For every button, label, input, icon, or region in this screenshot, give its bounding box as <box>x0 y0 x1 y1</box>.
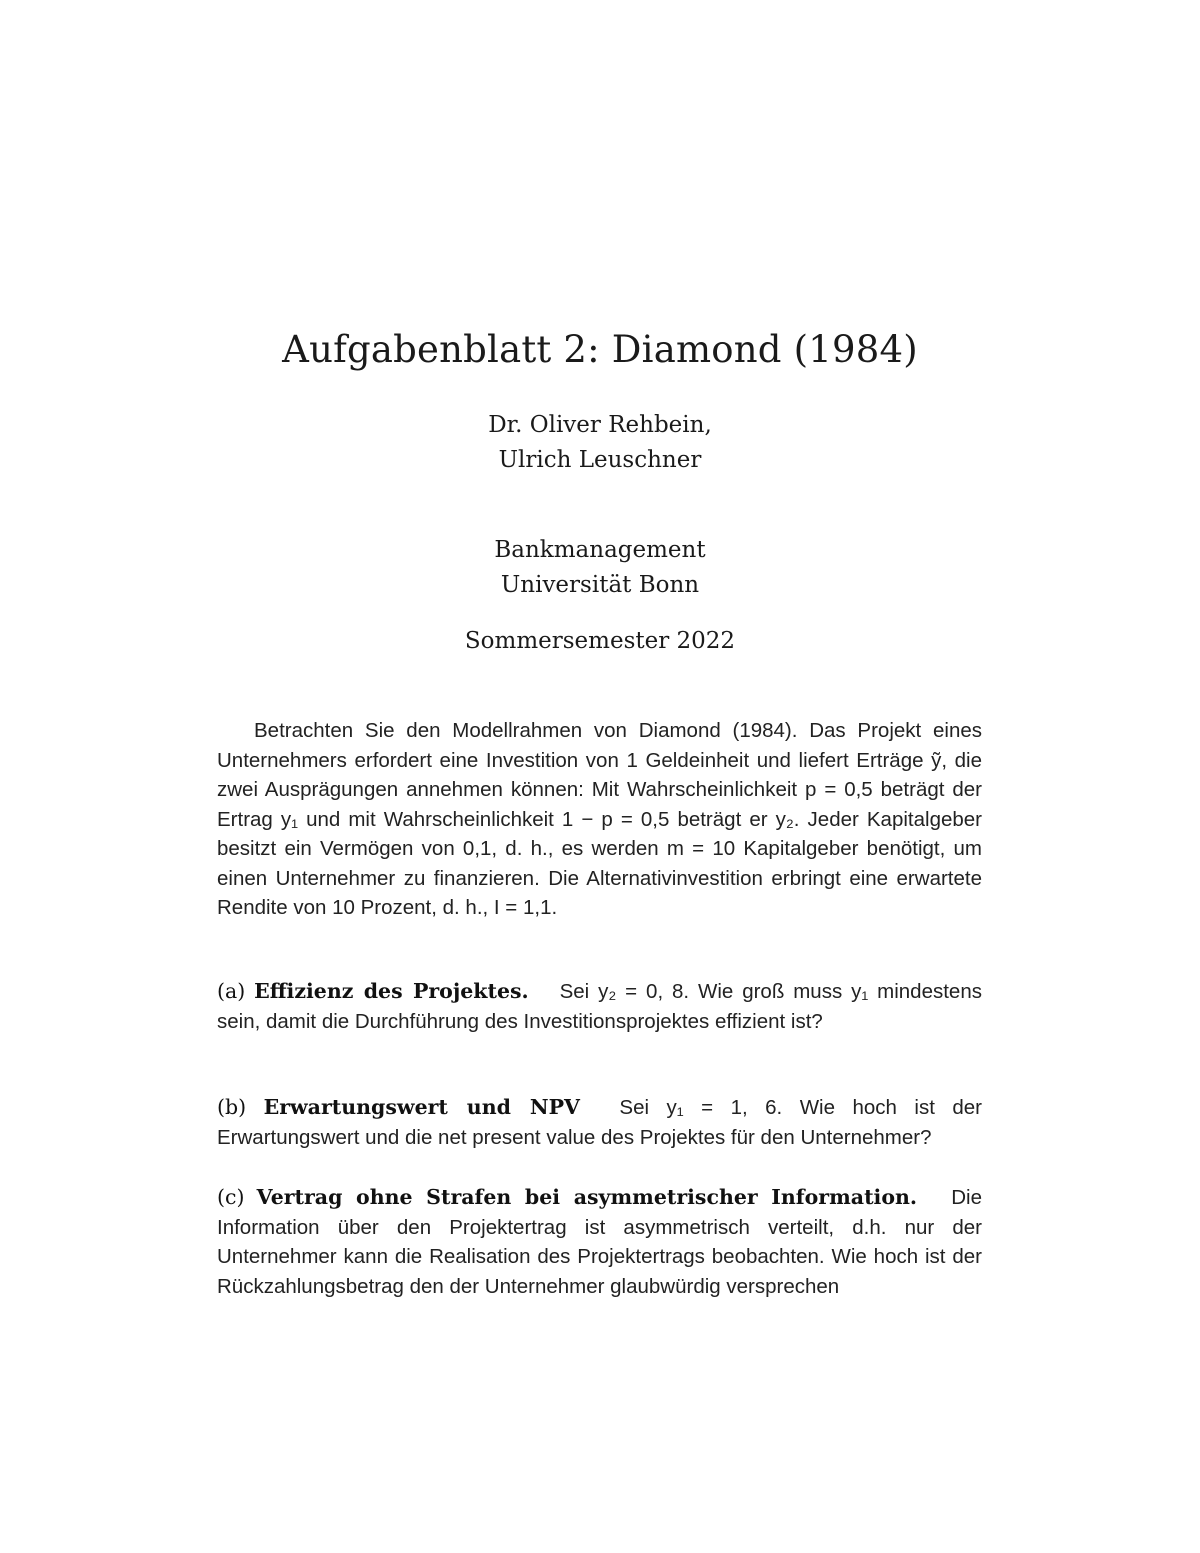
task-c <box>217 1183 982 1301</box>
task-a <box>217 977 982 1036</box>
task-b-letter: (b) <box>217 1095 247 1119</box>
institution-line-1: Bankmanagement <box>494 537 706 563</box>
task-b <box>217 1093 982 1152</box>
task-a-heading: Effizienz des Projektes. <box>254 979 529 1003</box>
author-line-1: Dr. Oliver Rehbein, <box>488 412 712 438</box>
author-line-2: Ulrich Leuschner <box>498 447 702 473</box>
institution-line-2: Universität Bonn <box>500 572 700 598</box>
intro-paragraph: Betrachten Sie den Modellrahmen von Diamond (1984). Das Projekt eines Unternehmers erfordert eine Investition von 1 Geldeinheit und liefert Erträge ỹ, die zwei Ausprägungen annehmen können: Mit Wahrscheinlichkeit p = 0,5 beträgt der Ertrag y₁ und mit Wahrscheinlichkeit 1 − p = 0,5 beträgt er y₂. Jeder Kapitalgeber besitzt ein Vermögen von 0,1, d. h., es werden m = 10 Kapitalgeber benötigt, um einen Unternehmer zu finanzieren. Die Alternativinvestition erbringt eine erwartete Rendite von 10 Prozent, d. h., I = 1,1. <box>217 719 982 919</box>
semester-line: Sommersemester 2022 <box>464 628 736 654</box>
task-a-text: Sei y₂ = 0, 8. Wie groß muss y₁ mindestens sein, damit die Durchführung des Investitionsprojektes effizient ist? <box>217 980 982 1033</box>
task-c-heading: Vertrag ohne Strafen bei asymmetrischer Information. <box>256 1185 918 1209</box>
task-b-text: Sei y₁ = 1, 6. Wie hoch ist der Erwartungswert und die net present value des Projektes für den Unternehmer? <box>217 1096 983 1149</box>
task-b-heading: Erwartungswert und NPV <box>263 1095 580 1119</box>
document-title: Aufgabenblatt 2: Diamond (1984) <box>282 328 918 371</box>
task-a-letter: (a) <box>217 979 246 1003</box>
task-c-text: Die Information über den Projektertrag ist asymmetrisch verteilt, d.h. nur der Unternehmer kann die Realisation des Projektertrags beobachten. Wie hoch ist der Rückzahlungsbetrag den der Unternehmer glaubwürdig versprechen <box>217 1186 982 1298</box>
task-c-letter: (c) <box>217 1185 245 1209</box>
